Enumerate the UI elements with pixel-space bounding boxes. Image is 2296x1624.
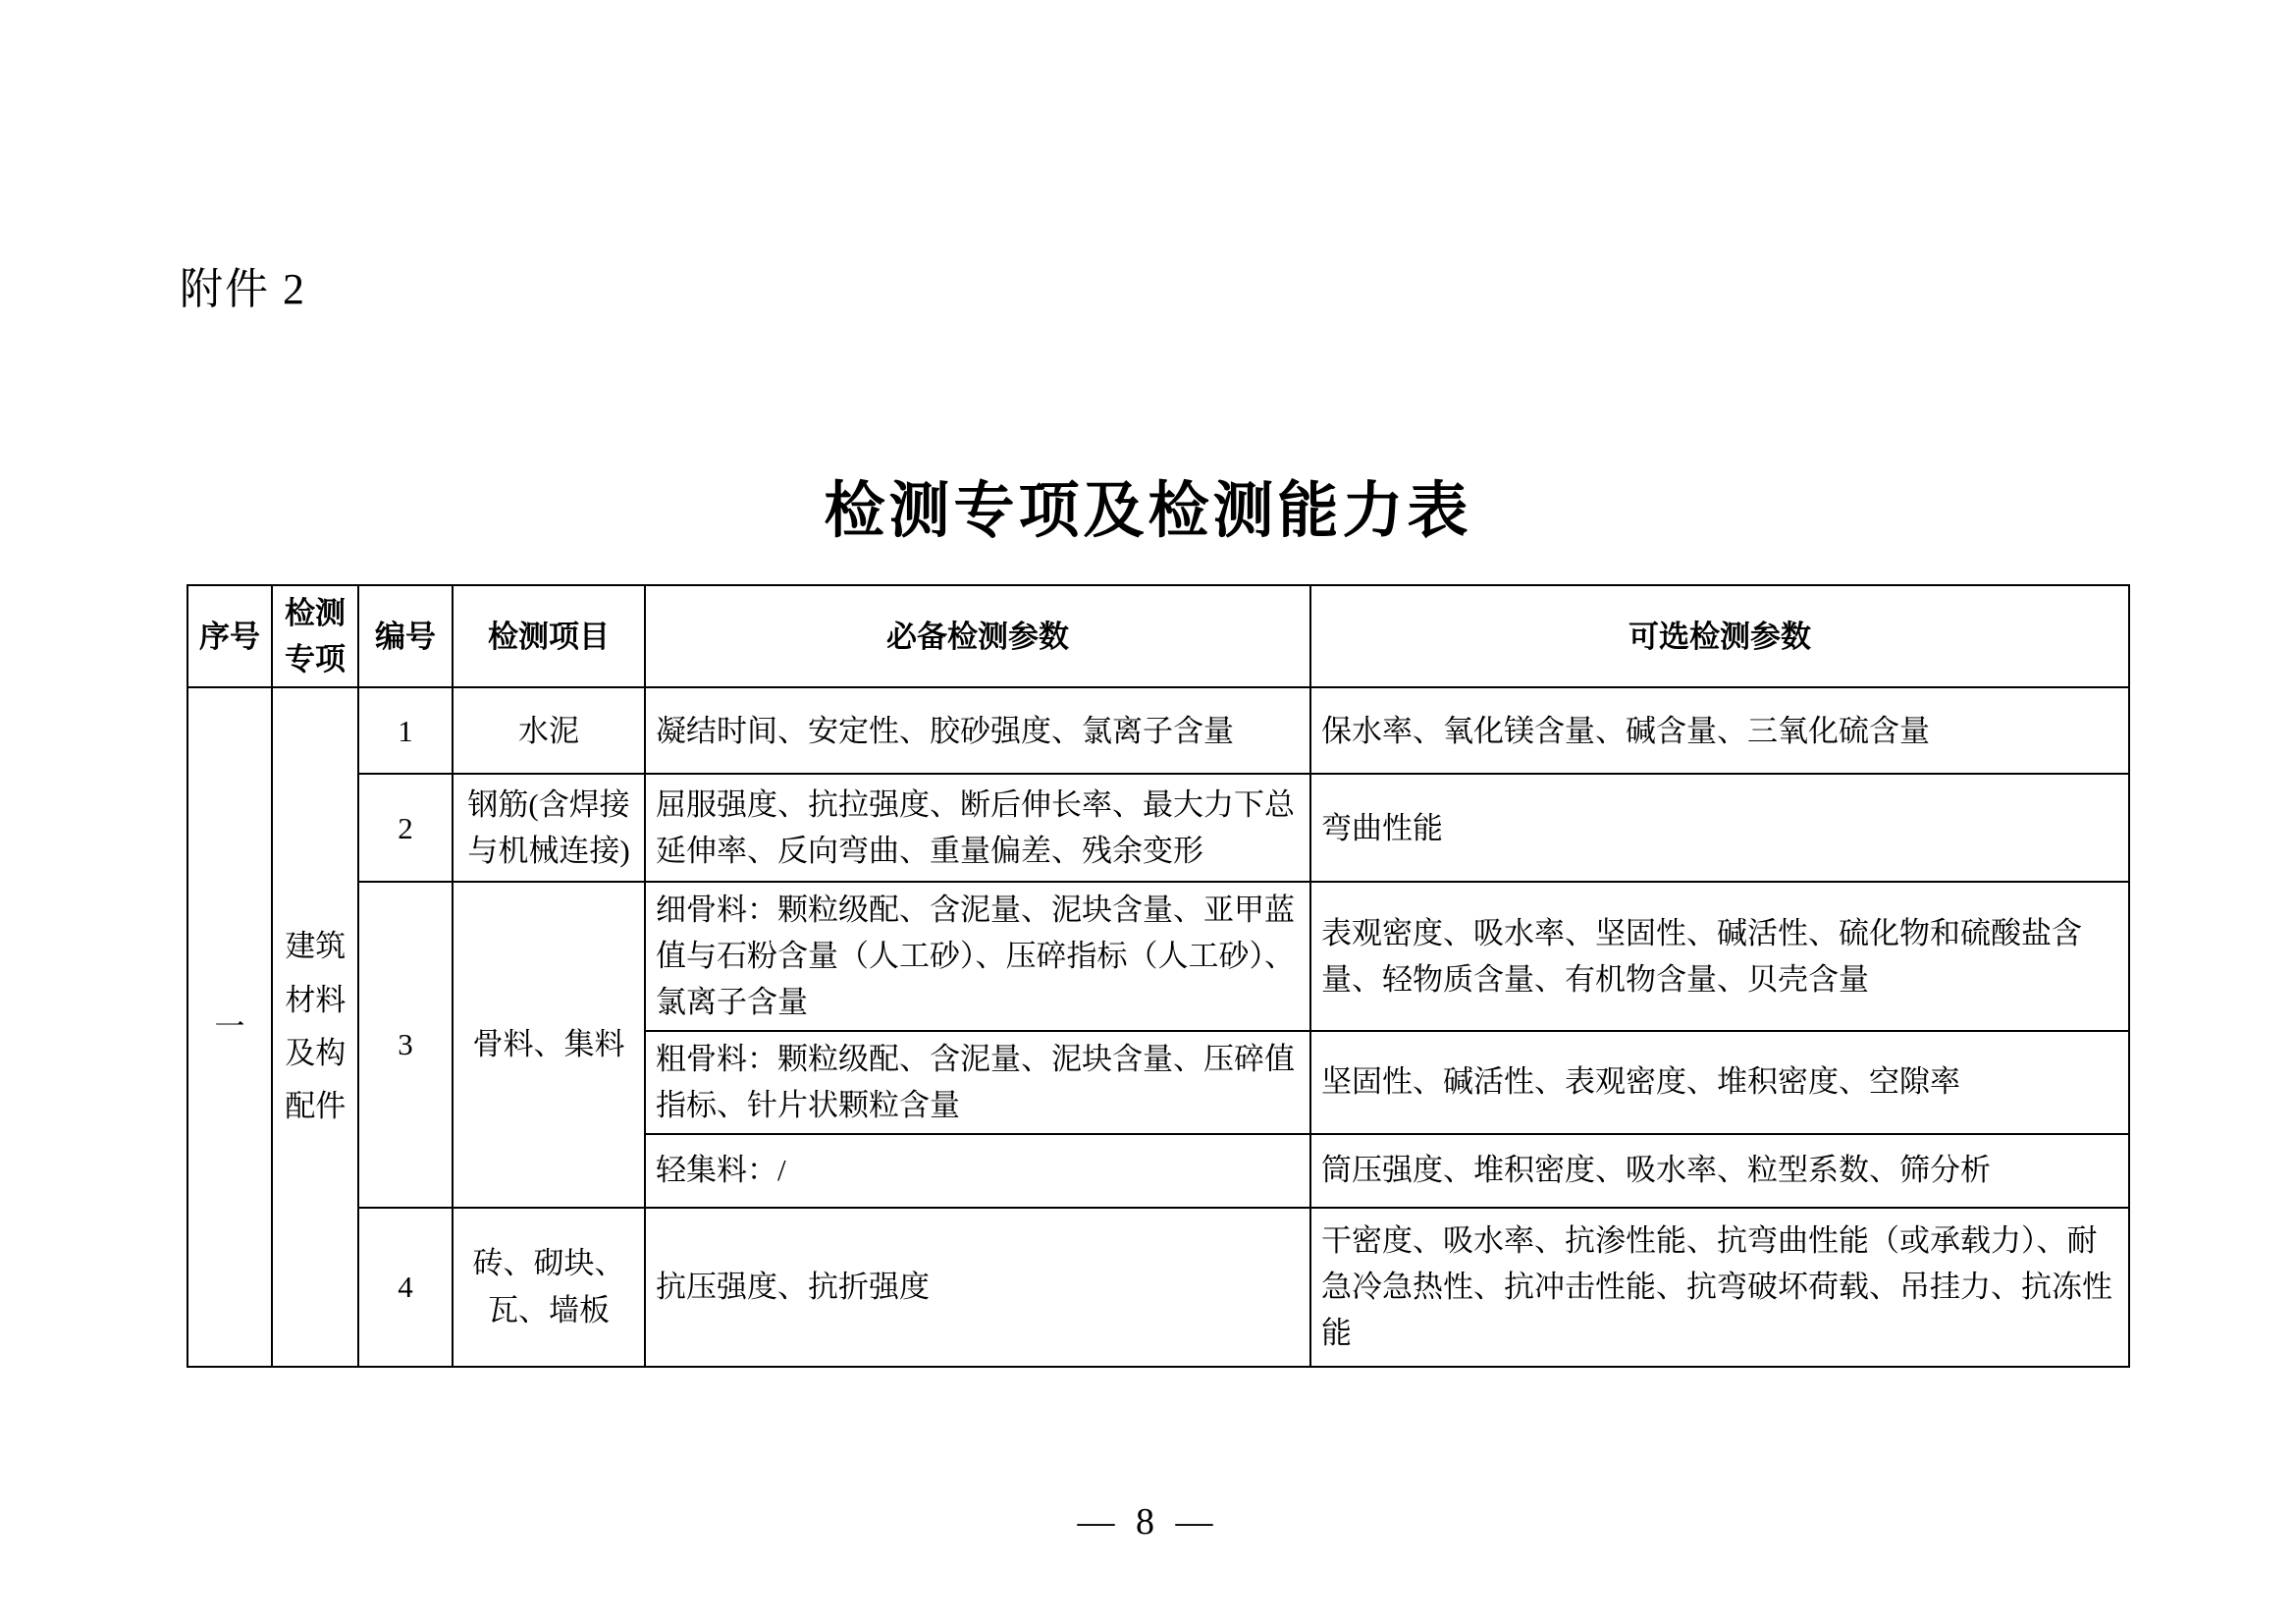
row-item-cell: 钢筋(含焊接与机械连接) [453,774,645,882]
page-number: — 8 — [1077,1501,1219,1543]
page-title: 检测专项及检测能力表 [824,476,1472,545]
capability-table [187,584,2130,1368]
table-row [187,774,2129,882]
subrow-required-cell: 粗骨料：颗粒级配、含泥量、泥块含量、压碎值指标、针片状颗粒含量 [645,1031,1310,1134]
subrow-required-cell: 细骨料：颗粒级配、含泥量、泥块含量、亚甲蓝值与石粉含量（人工砂）、压碎指标（人工砂）、氯离子含量 [645,882,1310,1030]
row-optional-cell: 干密度、吸水率、抗渗性能、抗弯曲性能（或承载力）、耐急冷急热性、抗冲击性能、抗弯破坏荷载、吊挂力、抗冻性能 [1310,1208,2129,1367]
row-required-cell: 抗压强度、抗折强度 [645,1208,1310,1367]
subrow-optional-cell: 坚固性、碱活性、表观密度、堆积密度、空隙率 [1310,1031,2129,1134]
header-specialty: 检测专项 [272,585,358,687]
row-item-cell: 水泥 [453,687,645,774]
header-serial: 序号 [187,585,272,687]
header-number: 编号 [358,585,453,687]
table-header-row [187,585,2129,687]
row-number-cell: 3 [358,882,453,1207]
subrow-optional-cell: 筒压强度、堆积密度、吸水率、粒型系数、筛分析 [1310,1134,2129,1208]
group-specialty-text: 建筑材料及构配件 [285,929,347,1124]
group-serial-cell: 一 [187,687,272,1366]
row-number-cell: 4 [358,1208,453,1367]
row-optional-cell: 保水率、氧化镁含量、碱含量、三氧化硫含量 [1310,687,2129,774]
subrow-required-cell: 轻集料：/ [645,1134,1310,1208]
row-item-cell: 砖、砌块、瓦、墙板 [453,1208,645,1367]
group-specialty-cell [272,687,358,1366]
table-row [187,882,2129,1030]
row-optional-cell: 弯曲性能 [1310,774,2129,882]
row-number-cell: 1 [358,687,453,774]
row-item-cell: 骨料、集料 [453,882,645,1207]
attachment-label: 附件 2 [180,265,306,313]
header-required-params: 必备检测参数 [645,585,1310,687]
header-item: 检测项目 [453,585,645,687]
table-row [187,1208,2129,1367]
subrow-optional-cell: 表观密度、吸水率、坚固性、碱活性、硫化物和硫酸盐含量、轻物质含量、有机物含量、贝壳含量 [1310,882,2129,1030]
row-required-cell: 屈服强度、抗拉强度、断后伸长率、最大力下总延伸率、反向弯曲、重量偏差、残余变形 [645,774,1310,882]
row-required-cell: 凝结时间、安定性、胶砂强度、氯离子含量 [645,687,1310,774]
table-row [187,687,2129,774]
header-optional-params: 可选检测参数 [1310,585,2129,687]
row-number-cell: 2 [358,774,453,882]
